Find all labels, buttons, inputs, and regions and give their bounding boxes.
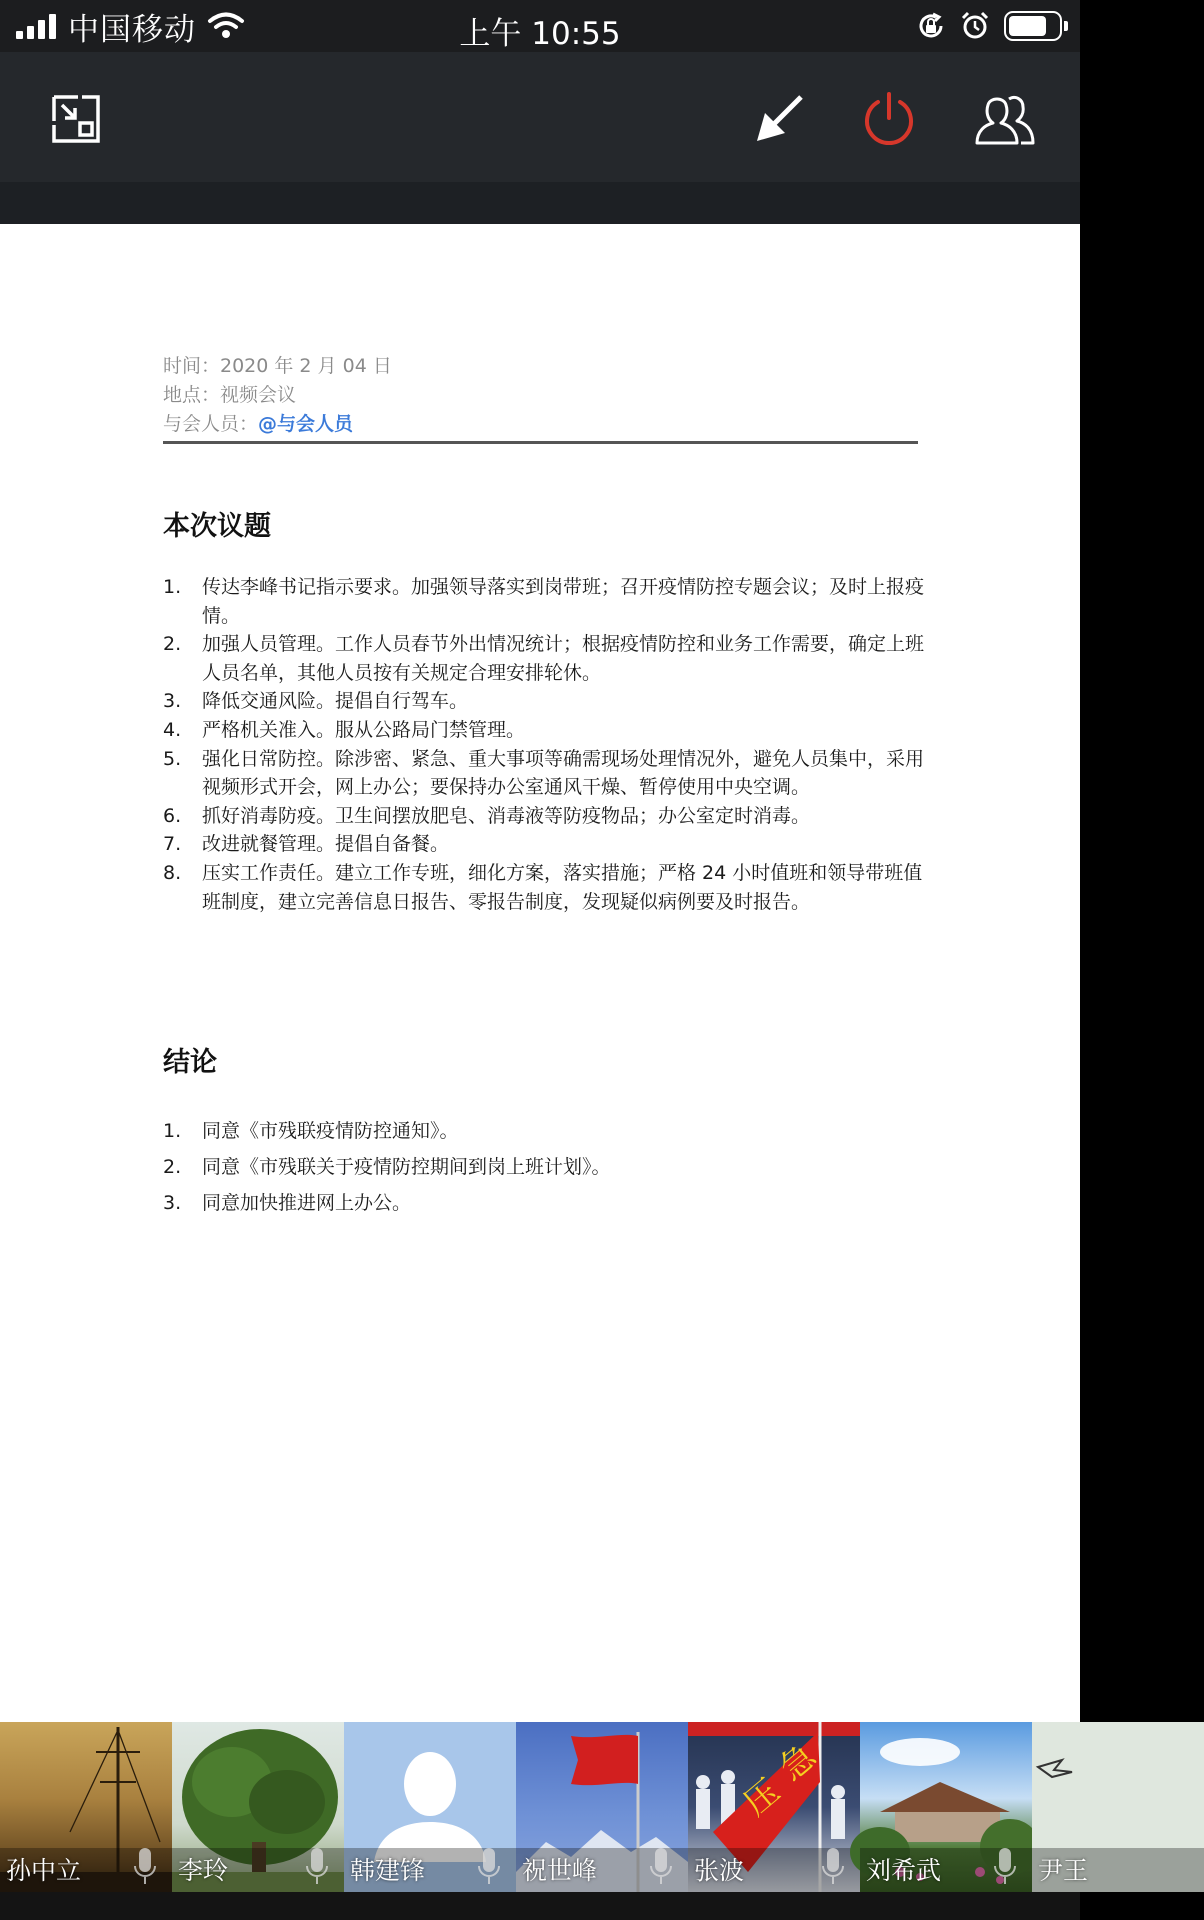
svg-text:急: 急: [772, 1736, 824, 1789]
exit-fullscreen-icon: [48, 91, 104, 147]
list-item: 7. 改进就餐管理。提倡自备餐。: [163, 833, 450, 856]
attendees-mention[interactable]: @与会人员: [258, 413, 354, 435]
participant-name: 李玲: [178, 1856, 229, 1885]
participant-tile[interactable]: [1032, 1722, 1204, 1892]
microphone-icon: [822, 1848, 844, 1886]
arrow-pointer-icon: [751, 91, 807, 147]
status-time: 上午 10:55: [459, 16, 621, 52]
bottom-bar: [0, 1892, 1080, 1920]
status-right: [916, 10, 1062, 42]
users-icon: [973, 91, 1037, 147]
meeting-meta: [163, 352, 918, 444]
microphone-icon: [650, 1848, 672, 1886]
participant-strip[interactable]: [0, 1722, 1089, 1892]
microphone-icon: [994, 1848, 1016, 1886]
participant-tile[interactable]: [516, 1722, 688, 1892]
status-bar: [0, 0, 1080, 52]
carrier-name: 中国移动: [68, 11, 196, 48]
agenda-title: 本次议题: [163, 511, 271, 542]
meeting-toolbar: [0, 52, 1080, 182]
participant-name: 孙中立: [6, 1856, 82, 1885]
list-item: 3. 同意加快推进网上办公。: [163, 1192, 412, 1214]
conclusion-list: [163, 1113, 933, 1221]
list-item: 1. 同意《市残联疫情防控通知》。: [163, 1120, 459, 1142]
meeting-attendees: [163, 410, 918, 439]
list-item: 2. 加强人员管理。工作人员春节外出情况统计；根据疫情防控和业务工作需要，确定上班人员名单，其他人员按有关规定合理安排轮休。: [163, 633, 925, 684]
toolbar-divider: [0, 182, 1080, 224]
annotate-button[interactable]: [748, 88, 810, 150]
microphone-icon: [478, 1848, 500, 1886]
list-item: 6. 抓好消毒防疫。卫生间摆放肥皂、消毒液等防疫物品；办公室定时消毒。: [163, 804, 811, 827]
alarm-icon: [960, 11, 990, 41]
shared-document[interactable]: [0, 224, 1080, 1722]
list-item: 1. 传达李峰书记指示要求。加强领导落实到岗带班；召开疫情防控专题会议；及时上报疫情。: [163, 576, 925, 627]
meeting-time: 时间：2020 年 2 月 04 日: [163, 355, 392, 377]
participant-tile[interactable]: [0, 1722, 172, 1892]
participant-tile[interactable]: [172, 1722, 344, 1892]
participant-name: 刘希武: [866, 1856, 942, 1885]
participant-tile[interactable]: [860, 1722, 1032, 1892]
participant-name: 祝世峰: [522, 1856, 598, 1885]
list-item: 3. 降低交通风险。提倡自行驾车。: [163, 690, 469, 713]
attendees-label: 与会人员：: [163, 413, 259, 435]
participant-tile[interactable]: [688, 1722, 860, 1892]
power-icon: [860, 90, 918, 148]
microphone-icon: [134, 1848, 156, 1886]
list-item: 5. 强化日常防控。除涉密、紧急、重大事项等确需现场处理情况外，避免人员集中，采用视频形式开会，网上办公；要保持办公室通风干燥、暂停使用中央空调。: [163, 747, 925, 799]
list-item: 8. 压实工作责任。建立工作专班，细化方案，落实措施；严格 24 小时值班和领导带班值班制度，建立完善信息日报告、零报告制度，发现疑似病例要及时报告。: [163, 861, 923, 913]
end-meeting-button[interactable]: [858, 88, 920, 150]
agenda-list: [163, 573, 933, 916]
battery-icon: [1004, 11, 1062, 41]
exit-fullscreen-button[interactable]: [45, 88, 107, 150]
meeting-place: 地点：视频会议: [163, 384, 297, 406]
participant-name: 韩建锋: [350, 1856, 426, 1885]
list-item: 4. 严格机关准入。服从公路局门禁管理。: [163, 718, 526, 741]
svg-text:压: 压: [736, 1771, 788, 1824]
participant-tile[interactable]: [344, 1722, 516, 1892]
microphone-icon: [306, 1848, 328, 1886]
conclusion-title: 结论: [163, 1047, 217, 1078]
rotation-lock-icon: [916, 11, 946, 41]
participant-name: 尹王: [1038, 1856, 1089, 1885]
participants-button[interactable]: [974, 88, 1036, 150]
list-item: 2. 同意《市残联关于疫情防控期间到岗上班计划》。: [163, 1156, 611, 1178]
participant-name: 张波: [694, 1856, 745, 1885]
